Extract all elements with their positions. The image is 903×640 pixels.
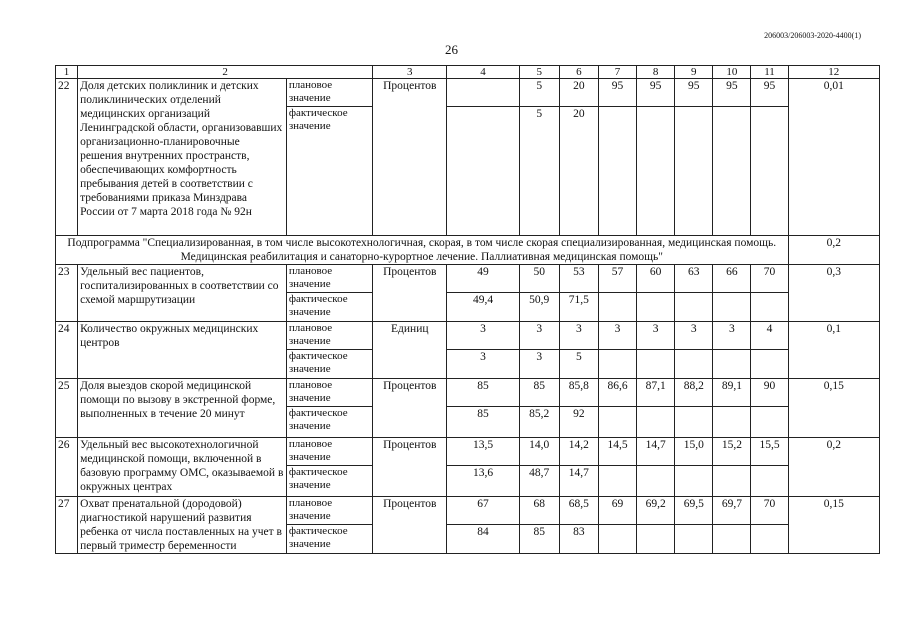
fact-value: [675, 350, 713, 379]
plan-value: 70: [751, 497, 788, 525]
fact-value: [713, 107, 751, 236]
plan-value: 15,5: [751, 438, 788, 466]
fact-value: [713, 407, 751, 438]
unit-cell: Единиц: [373, 322, 447, 379]
fact-value: [598, 350, 636, 379]
plan-value: 95: [713, 79, 751, 107]
indicator-name: Доля выездов скорой медицинской помощи по вызову в экстренной форме, выполненных в течение 20 минут: [78, 379, 287, 438]
page-number: 26: [445, 42, 458, 57]
fact-label: фактическое значение: [286, 293, 372, 322]
header-cell: 11: [751, 66, 788, 79]
indicator-name: Удельный вес пациентов, госпитализированных в соответствии со схемой маршрутизации: [78, 265, 287, 322]
plan-value: 4: [751, 322, 788, 350]
weight-cell: 0,2: [788, 438, 879, 497]
weight-cell: 0,15: [788, 379, 879, 438]
weight-cell: 0,01: [788, 79, 879, 236]
plan-value: 14,2: [559, 438, 598, 466]
plan-value: 85: [519, 379, 559, 407]
fact-value: [637, 525, 675, 554]
header-cell: 5: [519, 66, 559, 79]
fact-value: 13,6: [447, 466, 519, 497]
indicator-name: Удельный вес высокотехнологичной медицинской помощи, включенной в базовую программу ОМС, оказываемой в окружных центрах: [78, 438, 287, 497]
plan-value: 95: [751, 79, 788, 107]
fact-value: [447, 107, 519, 236]
header-row: [56, 66, 880, 79]
fact-value: 85: [447, 407, 519, 438]
subprogram-row: [56, 236, 880, 265]
fact-label: фактическое значение: [286, 350, 372, 379]
fact-value: 71,5: [559, 293, 598, 322]
indicator-row: [56, 438, 880, 466]
header-cell: 10: [713, 66, 751, 79]
fact-value: [598, 107, 636, 236]
plan-label: плановое значение: [286, 379, 372, 407]
header-cell: 8: [637, 66, 675, 79]
plan-value: 69,5: [675, 497, 713, 525]
fact-value: [598, 525, 636, 554]
plan-value: 50: [519, 265, 559, 293]
plan-value: 66: [713, 265, 751, 293]
fact-value: [675, 293, 713, 322]
header-cell: 9: [675, 66, 713, 79]
plan-label: плановое значение: [286, 79, 372, 107]
plan-value: 14,0: [519, 438, 559, 466]
fact-value: 14,7: [559, 466, 598, 497]
fact-label: фактическое значение: [286, 107, 372, 236]
plan-label: плановое значение: [286, 265, 372, 293]
indicator-row: [56, 322, 880, 350]
row-number: 25: [56, 379, 78, 438]
fact-value: [751, 293, 788, 322]
fact-label: фактическое значение: [286, 407, 372, 438]
plan-value: 68: [519, 497, 559, 525]
header-cell: 7: [598, 66, 636, 79]
row-number: 26: [56, 438, 78, 497]
fact-value: [751, 350, 788, 379]
fact-value: [675, 466, 713, 497]
plan-value: 88,2: [675, 379, 713, 407]
plan-value: 20: [559, 79, 598, 107]
weight-cell: 0,3: [788, 265, 879, 322]
plan-value: 67: [447, 497, 519, 525]
plan-value: 90: [751, 379, 788, 407]
fact-value: [751, 107, 788, 236]
fact-value: 85: [519, 525, 559, 554]
plan-value: 13,5: [447, 438, 519, 466]
indicator-row: [56, 265, 880, 293]
fact-value: 48,7: [519, 466, 559, 497]
fact-value: [751, 525, 788, 554]
unit-cell: Процентов: [373, 379, 447, 438]
document-id: 206003/206003-2020-4400(1): [764, 31, 861, 40]
plan-value: 3: [637, 322, 675, 350]
unit-cell: Процентов: [373, 438, 447, 497]
plan-value: 53: [559, 265, 598, 293]
fact-value: [713, 525, 751, 554]
plan-value: 70: [751, 265, 788, 293]
indicators-table: [55, 65, 880, 554]
fact-value: [713, 466, 751, 497]
plan-value: 49: [447, 265, 519, 293]
plan-value: 3: [675, 322, 713, 350]
plan-value: 3: [519, 322, 559, 350]
unit-cell: Процентов: [373, 497, 447, 554]
plan-value: 85,8: [559, 379, 598, 407]
header-cell: 1: [56, 66, 78, 79]
indicator-row: [56, 79, 880, 107]
fact-value: [637, 350, 675, 379]
plan-value: 87,1: [637, 379, 675, 407]
weight-cell: 0,15: [788, 497, 879, 554]
plan-value: 63: [675, 265, 713, 293]
fact-value: 50,9: [519, 293, 559, 322]
plan-value: 68,5: [559, 497, 598, 525]
fact-value: [751, 466, 788, 497]
header-cell: 2: [78, 66, 373, 79]
plan-value: 69: [598, 497, 636, 525]
plan-value: [447, 79, 519, 107]
row-number: 22: [56, 79, 78, 236]
fact-value: [751, 407, 788, 438]
fact-value: 84: [447, 525, 519, 554]
plan-label: плановое значение: [286, 438, 372, 466]
fact-label: фактическое значение: [286, 466, 372, 497]
row-number: 24: [56, 322, 78, 379]
fact-value: 85,2: [519, 407, 559, 438]
plan-value: 95: [598, 79, 636, 107]
plan-value: 69,2: [637, 497, 675, 525]
plan-value: 95: [675, 79, 713, 107]
fact-value: 92: [559, 407, 598, 438]
plan-value: 5: [519, 79, 559, 107]
fact-value: 20: [559, 107, 598, 236]
fact-value: 5: [559, 350, 598, 379]
header-cell: 6: [559, 66, 598, 79]
fact-value: [598, 466, 636, 497]
header-cell: 12: [788, 66, 879, 79]
fact-label: фактическое значение: [286, 525, 372, 554]
fact-value: [713, 350, 751, 379]
header-cell: 3: [373, 66, 447, 79]
fact-value: [713, 293, 751, 322]
fact-value: [598, 293, 636, 322]
plan-value: 57: [598, 265, 636, 293]
plan-value: 15,0: [675, 438, 713, 466]
plan-value: 85: [447, 379, 519, 407]
fact-value: 3: [447, 350, 519, 379]
indicator-name: Количество окружных медицинских центров: [78, 322, 287, 379]
fact-value: [675, 525, 713, 554]
fact-value: 3: [519, 350, 559, 379]
subprogram-title: Подпрограмма "Специализированная, в том числе высокотехнологичная, скорая, в том числе скорая специализированная, медицинская помощь. Медицинская реабилитация и санаторно-курортное лечение. Паллиативная медицинская помощь": [56, 236, 789, 265]
weight-cell: 0,2: [788, 236, 879, 265]
plan-label: плановое значение: [286, 497, 372, 525]
plan-value: 3: [447, 322, 519, 350]
fact-value: [637, 466, 675, 497]
row-number: 27: [56, 497, 78, 554]
fact-value: [598, 407, 636, 438]
plan-value: 69,7: [713, 497, 751, 525]
fact-value: [675, 407, 713, 438]
plan-label: плановое значение: [286, 322, 372, 350]
plan-value: 95: [637, 79, 675, 107]
plan-value: 3: [559, 322, 598, 350]
fact-value: [637, 293, 675, 322]
row-number: 23: [56, 265, 78, 322]
indicator-name: Доля детских поликлиник и детских поликлинических отделений медицинских организаций Ленинградской области, организовавших организационно-планировочные решения внутренних пространств, обеспечивающих комфортность пребывания детей в соответствии с требованиями приказа Минздрава России от 7 марта 2018 года № 92н: [78, 79, 287, 236]
unit-cell: Процентов: [373, 79, 447, 236]
fact-value: 49,4: [447, 293, 519, 322]
weight-cell: 0,1: [788, 322, 879, 379]
fact-value: [637, 107, 675, 236]
header-cell: 4: [447, 66, 519, 79]
plan-value: 14,5: [598, 438, 636, 466]
fact-value: [675, 107, 713, 236]
indicator-name: Охват пренатальной (дородовой) диагностикой нарушений развития ребенка от числа поставленных на учет в первый триместр беременности: [78, 497, 287, 554]
plan-value: 15,2: [713, 438, 751, 466]
plan-value: 60: [637, 265, 675, 293]
plan-value: 14,7: [637, 438, 675, 466]
fact-value: 5: [519, 107, 559, 236]
plan-value: 86,6: [598, 379, 636, 407]
fact-value: 83: [559, 525, 598, 554]
unit-cell: Процентов: [373, 265, 447, 322]
fact-value: [637, 407, 675, 438]
indicator-row: [56, 379, 880, 407]
plan-value: 3: [598, 322, 636, 350]
plan-value: 89,1: [713, 379, 751, 407]
indicator-row: [56, 497, 880, 525]
plan-value: 3: [713, 322, 751, 350]
